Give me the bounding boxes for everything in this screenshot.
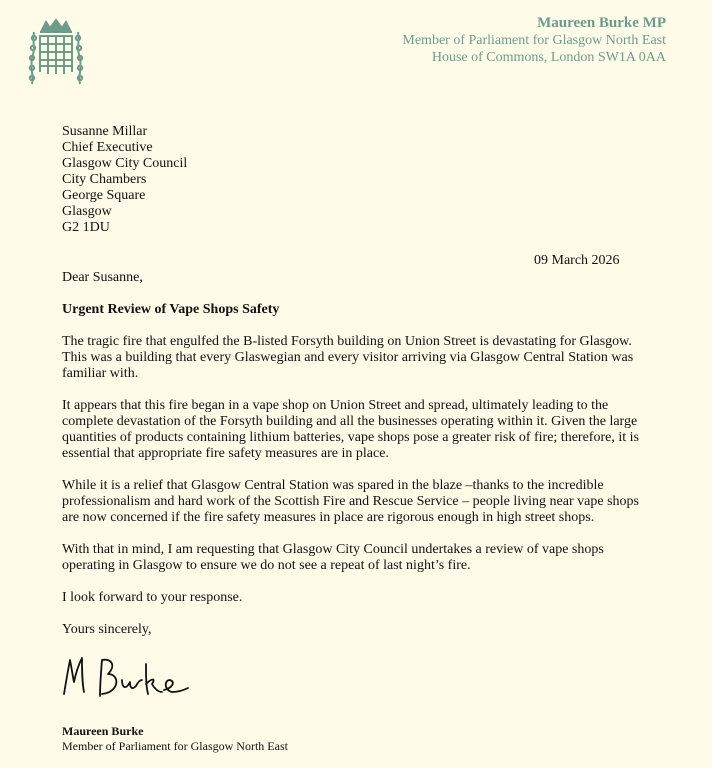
recipient-line: City Chambers [62, 172, 147, 187]
recipient-line: Glasgow [62, 204, 112, 219]
body-paragraph: It appears that this fire began in a vape shop on Union Street and spread, ultimately leading to the complete devastation of the Forsyth building and all the businesses operating within it. Given the large quantities of products containing lithium batteries, vape shops pose a greater risk of fire; therefore, it is essential that appropriate fire safety measures are in place. [62, 398, 639, 461]
recipient-line: Susanne Millar [62, 124, 148, 139]
letterhead [402, 15, 666, 66]
recipient-address [62, 124, 187, 236]
body-paragraph: With that in mind, I am requesting that Glasgow City Council undertakes a review of vape shops operating in Glasgow to ensure we do not see a repeat of last night’s fire. [62, 542, 604, 573]
handwritten-signature [60, 652, 192, 708]
letter-body [62, 270, 642, 638]
recipient-line: Chief Executive [62, 140, 153, 155]
body-paragraph: While it is a relief that Glasgow Central Station was spared in the blaze –thanks to the incredible professionalism and hard work of the Scottish Fire and Rescue Service – people living near vape shops are now concerned if the fire safety measures in place are rigorous enough in high street shops. [62, 478, 639, 525]
recipient-line: Glasgow City Council [62, 156, 188, 171]
signoff [62, 724, 288, 754]
mp-address: House of Commons, London SW1A 0AA [431, 50, 666, 65]
signoff-title: Member of Parliament for Glasgow North East [62, 739, 288, 753]
closing: Yours sincerely, [62, 622, 152, 637]
signoff-name: Maureen Burke [62, 724, 144, 738]
letter-date: 09 March 2026 [534, 253, 620, 268]
body-paragraph: The tragic fire that engulfed the B-listed Forsyth building on Union Street is devastating for Glasgow. This was a building that every Glaswegian and every visitor arriving via Glasgow Central Station was familiar with. [62, 334, 634, 381]
subject-line: Urgent Review of Vape Shops Safety [62, 302, 280, 317]
salutation: Dear Susanne, [62, 270, 143, 285]
mp-role: Member of Parliament for Glasgow North East [402, 33, 666, 48]
mp-name: Maureen Burke MP [537, 15, 666, 31]
recipient-line: George Square [62, 188, 146, 203]
recipient-line: G2 1DU [62, 220, 110, 235]
body-paragraph: I look forward to your response. [62, 590, 243, 605]
portcullis-icon [28, 18, 84, 86]
